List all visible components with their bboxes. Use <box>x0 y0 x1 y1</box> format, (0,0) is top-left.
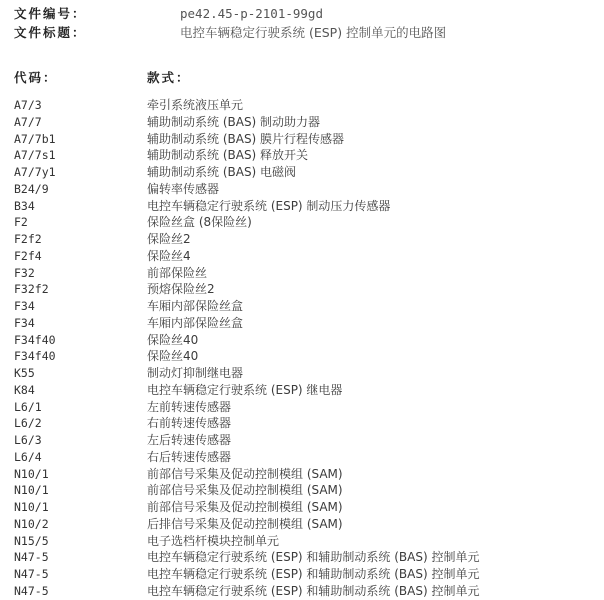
component-code: L6/4 <box>14 449 42 464</box>
list-item <box>14 365 594 382</box>
component-code: F32 <box>14 265 35 280</box>
component-description: 辅助制动系统 (BAS) 膜片行程传感器 <box>147 131 345 146</box>
list-item <box>14 549 594 566</box>
component-code: A7/3 <box>14 98 42 112</box>
list-item <box>14 114 594 131</box>
list-item <box>14 214 594 231</box>
list-item <box>14 332 594 349</box>
component-description: 制动灯抑制继电器 <box>147 366 244 380</box>
list-item <box>14 265 594 282</box>
component-description: 右后转速传感器 <box>147 449 232 464</box>
component-description: 预熔保险丝2 <box>147 282 215 297</box>
component-description: 保险丝盒 (8保险丝) <box>147 215 252 230</box>
list-item <box>14 566 594 583</box>
component-code: B34 <box>14 198 35 213</box>
component-code: A7/7s1 <box>14 148 56 163</box>
component-description: 前部信号采集及促动控制模组 (SAM) <box>147 466 343 481</box>
component-description: 左前转速传感器 <box>147 399 232 414</box>
component-description: 左后转速传感器 <box>147 433 232 447</box>
component-description: 牵引系统液压单元 <box>147 98 244 112</box>
component-code: F32f2 <box>14 282 49 297</box>
list-item <box>14 181 594 198</box>
component-code: F34 <box>14 315 35 330</box>
doc-number-label: 文件编号： <box>14 6 87 21</box>
component-code: F2f2 <box>14 232 42 246</box>
list-item <box>14 231 594 248</box>
component-code: A7/7b1 <box>14 131 56 146</box>
component-code: A7/7 <box>14 114 42 129</box>
component-code: F34f40 <box>14 332 56 347</box>
component-code: N10/1 <box>14 483 49 498</box>
component-description: 车厢内部保险丝盒 <box>147 315 244 330</box>
component-description: 电控车辆稳定行驶系统 (ESP) 和辅助制动系统 (BAS) 控制单元 <box>147 550 480 565</box>
list-item <box>14 466 594 483</box>
component-description: 辅助制动系统 (BAS) 制动助力器 <box>147 114 321 129</box>
list-item <box>14 516 594 533</box>
component-description: 电控车辆稳定行驶系统 (ESP) 制动压力传感器 <box>147 198 391 213</box>
list-item <box>14 248 594 265</box>
component-description: 前部保险丝 <box>147 265 208 280</box>
component-description: 前部信号采集及促动控制模组 (SAM) <box>147 483 343 498</box>
list-item <box>14 449 594 466</box>
component-description: 车厢内部保险丝盒 <box>147 299 244 313</box>
component-description: 保险丝40 <box>147 349 199 364</box>
component-code: N47-5 <box>14 583 49 598</box>
doc-title-value: 电控车辆稳定行驶系统 (ESP) 控制单元的电路图 <box>180 25 447 40</box>
component-description: 电子选档杆模块控制单元 <box>147 533 280 548</box>
component-description: 保险丝4 <box>147 248 191 263</box>
list-item <box>14 131 594 148</box>
component-description: 电控车辆稳定行驶系统 (ESP) 和辅助制动系统 (BAS) 控制单元 <box>147 583 480 598</box>
component-description: 前部信号采集及促动控制模组 (SAM) <box>147 500 343 514</box>
component-code: N10/2 <box>14 516 49 531</box>
component-list <box>14 97 594 600</box>
list-item <box>14 147 594 164</box>
component-code: L6/1 <box>14 399 42 414</box>
component-description: 偏转率传感器 <box>147 181 220 196</box>
component-code: N47-5 <box>14 567 49 581</box>
doc-title-label: 文件标题： <box>14 25 87 40</box>
list-item <box>14 315 594 332</box>
code-column-header: 代码： <box>14 70 58 85</box>
component-description: 后排信号采集及促动控制模组 (SAM) <box>147 516 343 531</box>
component-description: 右前转速传感器 <box>147 416 232 431</box>
list-item <box>14 533 594 550</box>
component-code: N10/1 <box>14 466 49 481</box>
list-item <box>14 298 594 315</box>
component-description: 保险丝2 <box>147 232 191 246</box>
component-code: N47-5 <box>14 550 49 565</box>
component-code: L6/2 <box>14 416 42 431</box>
component-code: F34f40 <box>14 349 56 364</box>
component-code: N15/5 <box>14 533 49 548</box>
component-code: F2f4 <box>14 248 42 263</box>
component-code: B24/9 <box>14 181 49 196</box>
list-item <box>14 164 594 181</box>
list-item <box>14 97 594 114</box>
list-item <box>14 432 594 449</box>
component-code: F2 <box>14 215 28 230</box>
component-code: K55 <box>14 366 35 380</box>
component-code: N10/1 <box>14 500 49 514</box>
component-description: 保险丝40 <box>147 332 199 347</box>
list-item <box>14 198 594 215</box>
component-description: 辅助制动系统 (BAS) 电磁阀 <box>147 165 297 179</box>
list-item <box>14 281 594 298</box>
doc-number-value: pe42.45-p-2101-99gd <box>180 6 323 21</box>
list-item <box>14 499 594 516</box>
component-description: 电控车辆稳定行驶系统 (ESP) 和辅助制动系统 (BAS) 控制单元 <box>147 567 480 581</box>
component-description: 电控车辆稳定行驶系统 (ESP) 继电器 <box>147 382 343 397</box>
desc-column-header: 款式： <box>147 70 191 85</box>
component-code: K84 <box>14 382 35 397</box>
list-item <box>14 482 594 499</box>
list-item <box>14 583 594 600</box>
component-code: F34 <box>14 299 35 313</box>
list-item <box>14 382 594 399</box>
list-item <box>14 415 594 432</box>
list-item <box>14 348 594 365</box>
component-code: A7/7y1 <box>14 165 56 179</box>
component-code: L6/3 <box>14 433 42 447</box>
list-item <box>14 399 594 416</box>
component-description: 辅助制动系统 (BAS) 释放开关 <box>147 148 309 163</box>
